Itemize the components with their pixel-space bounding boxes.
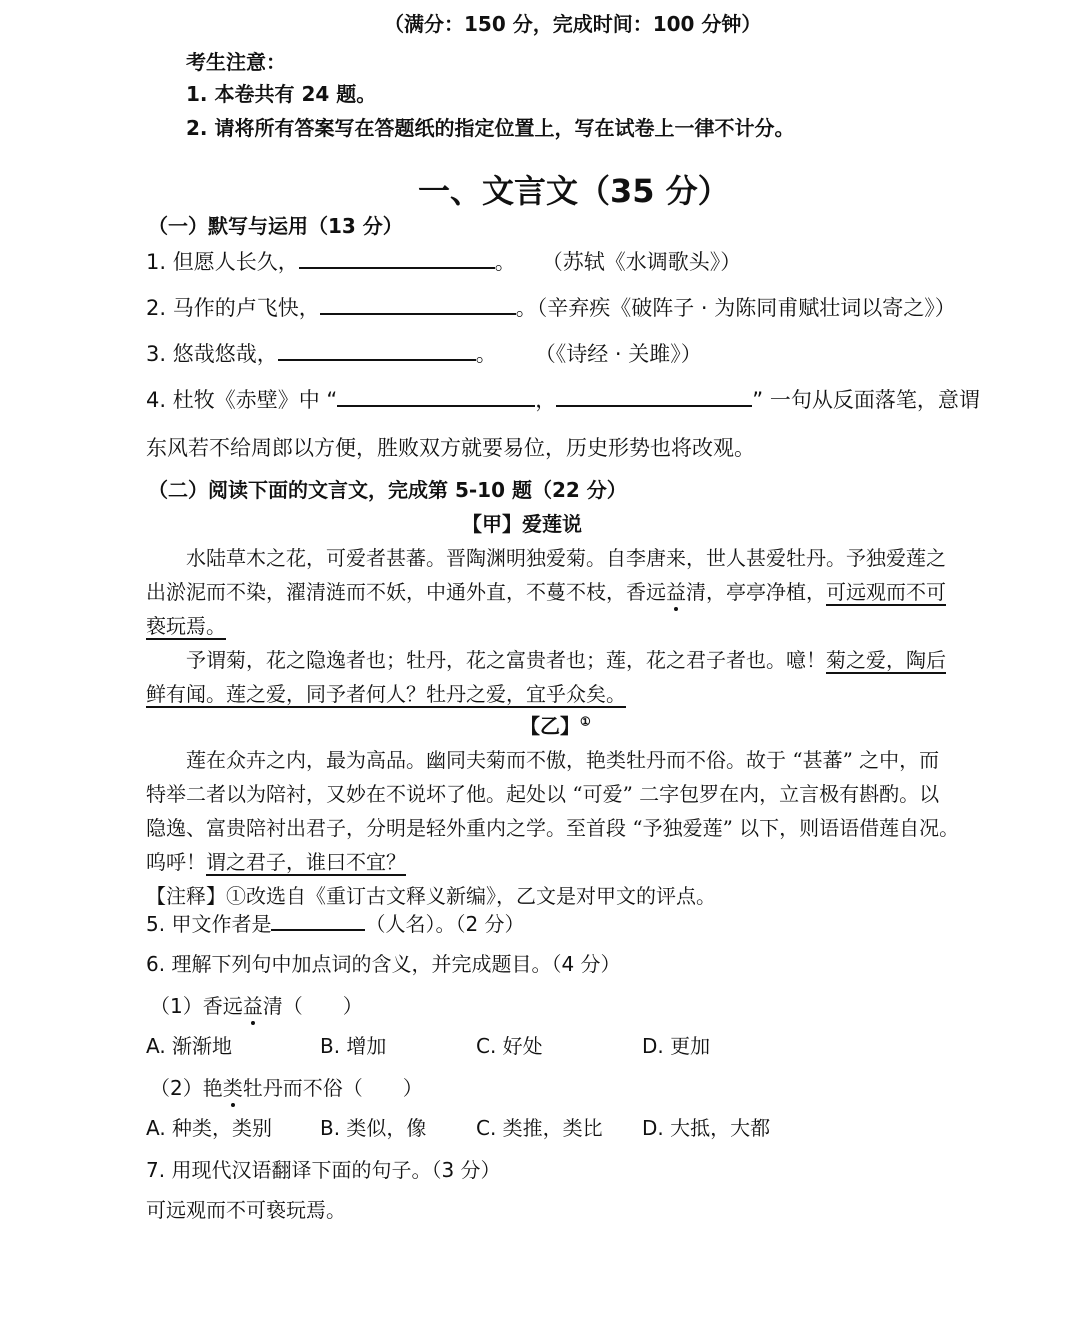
question-1: [146, 246, 741, 276]
text-yi-title: [520, 710, 591, 739]
answer-blank-1[interactable]: [299, 247, 495, 269]
question-3-end: 。: [475, 342, 497, 366]
dotted-word: 益: [666, 576, 686, 605]
section-1-title: （一）默写与运用（13 分）: [148, 214, 403, 238]
underlined-sentence-2b: 鲜有闻。莲之爱，同予者何人？牡丹之爱，宜乎众矣。: [146, 682, 626, 706]
notice-item-1: 1. 本卷共有 24 题。: [186, 82, 377, 106]
question-6-1-text-b: 清（ ）: [262, 994, 363, 1018]
option-6-2-a[interactable]: A. 种类，类别: [146, 1116, 273, 1140]
underlined-sentence-1b: 亵玩焉。: [146, 614, 226, 638]
question-7-sentence: 可远观而不可亵玩焉。: [146, 1198, 346, 1222]
question-4-continued: 东风若不给周郎以方便，胜败双方就要易位，历史形势也将改观。: [146, 436, 755, 460]
question-6-2-text-a: （2）艳: [150, 1076, 223, 1100]
question-2: [146, 292, 956, 322]
jia-paragraph-2-line-1: [186, 644, 946, 673]
yi-line-1: 莲在众卉之内，最为高品。幽同夫菊而不傲，艳类牡丹而不俗。故于 “甚蕃” 之中，而: [186, 748, 940, 772]
jia-paragraph-1-line-1: 水陆草木之花，可爱者甚蕃。晋陶渊明独爱菊。自李唐来，世人甚爱牡丹。予独爱莲之: [186, 546, 946, 570]
question-6: 6. 理解下列句中加点词的含义，并完成题目。（4 分）: [146, 952, 621, 976]
question-2-source: （辛弃疾《破阵子 · 为陈同甫赋壮词以寄之》）: [536, 296, 956, 320]
option-6-2-b[interactable]: B. 类似，像: [320, 1116, 427, 1140]
jia-paragraph-1-line-2: [146, 576, 946, 605]
question-3-text: 3. 悠哉悠哉，: [146, 342, 278, 366]
yi-line-2: 特举二者以为陪衬，又妙在不说坏了他。起处以 “可爱” 二字包罗在内，立言极有斟酌。以: [146, 782, 940, 806]
question-7: 7. 用现代汉语翻译下面的句子。（3 分）: [146, 1158, 501, 1182]
part-title: 一、文言文（35 分）: [418, 172, 730, 210]
jia-line-2-part-a: 出淤泥而不染，濯清涟而不妖，中通外直，不蔓不枝，香远: [146, 580, 666, 604]
question-5: [146, 908, 525, 937]
option-6-2-d[interactable]: D. 大抵，大都: [642, 1116, 771, 1140]
question-2-text: 2. 马作的卢飞快，: [146, 296, 320, 320]
question-4-text-a: 4. 杜牧《赤壁》中 “: [146, 388, 338, 412]
jia-paragraph-1-line-3: [146, 610, 226, 639]
answer-blank-3[interactable]: [278, 339, 476, 361]
underlined-sentence-3: 谓之君子，谁曰不宜？: [206, 850, 406, 874]
option-6-1-c[interactable]: C. 好处: [476, 1034, 543, 1058]
question-6-2-text-b: 牡丹而不俗（ ）: [242, 1076, 423, 1100]
question-1-text: 1. 但愿人长久，: [146, 250, 299, 274]
question-1-end: 。: [494, 250, 516, 274]
notice-item-2: 2. 请将所有答案写在答题纸的指定位置上，写在试卷上一律不计分。: [186, 116, 795, 140]
yi-title-text: 【乙】: [520, 714, 580, 738]
answer-blank-4a[interactable]: [337, 385, 535, 407]
yi-line-4-part-a: 呜呼！: [146, 850, 206, 874]
text-jia-title: 【甲】爱莲说: [462, 512, 582, 536]
question-3: [146, 338, 702, 368]
option-6-2-c[interactable]: C. 类推，类比: [476, 1116, 603, 1140]
question-4-comma: ，: [535, 388, 557, 412]
notice-title: 考生注意：: [186, 50, 286, 74]
jia-line-2-part-b: 清，亭亭净植，: [686, 580, 826, 604]
question-6-1-text-a: （1）香远: [150, 994, 243, 1018]
question-1-source: （苏轼《水调歌头》）: [541, 250, 742, 274]
answer-blank-5[interactable]: [271, 909, 365, 931]
option-6-1-a[interactable]: A. 渐渐地: [146, 1034, 233, 1058]
jia-p2-part-a: 予谓菊，花之隐逸者也；牡丹，花之富贵者也；莲，花之君子者也。噫！: [186, 648, 826, 672]
dotted-word-lei: 类: [223, 1072, 243, 1101]
question-2-end: 。: [515, 296, 537, 320]
underlined-sentence-2a: 菊之爱，陶后: [826, 648, 946, 672]
question-5-text-b: （人名）。（2 分）: [365, 912, 525, 936]
section-2-title: （二）阅读下面的文言文，完成第 5-10 题（22 分）: [148, 478, 627, 502]
option-6-1-b[interactable]: B. 增加: [320, 1034, 387, 1058]
question-4: [146, 384, 980, 414]
footnote: 【注释】①改选自《重订古文释义新编》，乙文是对甲文的评点。: [146, 884, 716, 908]
dotted-word-yi: 益: [243, 990, 263, 1019]
underlined-sentence-1a: 可远观而不可: [826, 580, 946, 604]
answer-blank-4b[interactable]: [556, 385, 752, 407]
question-5-text-a: 5. 甲文作者是: [146, 912, 272, 936]
answer-blank-2[interactable]: [320, 293, 516, 315]
question-6-1: [150, 990, 363, 1019]
question-4-text-b: ” 一句从反面落笔，意谓: [752, 388, 980, 412]
footnote-marker: ①: [580, 714, 591, 729]
question-6-2: [150, 1072, 423, 1101]
yi-line-4: [146, 846, 406, 875]
yi-line-3: 隐逸、富贵陪衬出君子，分明是轻外重内之学。至首段 “予独爱莲” 以下，则语语借莲自况。: [146, 816, 960, 840]
option-6-1-d[interactable]: D. 更加: [642, 1034, 711, 1058]
question-3-source: （《诗经 · 关雎》）: [534, 342, 702, 366]
score-time-line: （满分：150 分，完成时间：100 分钟）: [384, 12, 762, 36]
jia-paragraph-2-line-2: [146, 678, 626, 707]
